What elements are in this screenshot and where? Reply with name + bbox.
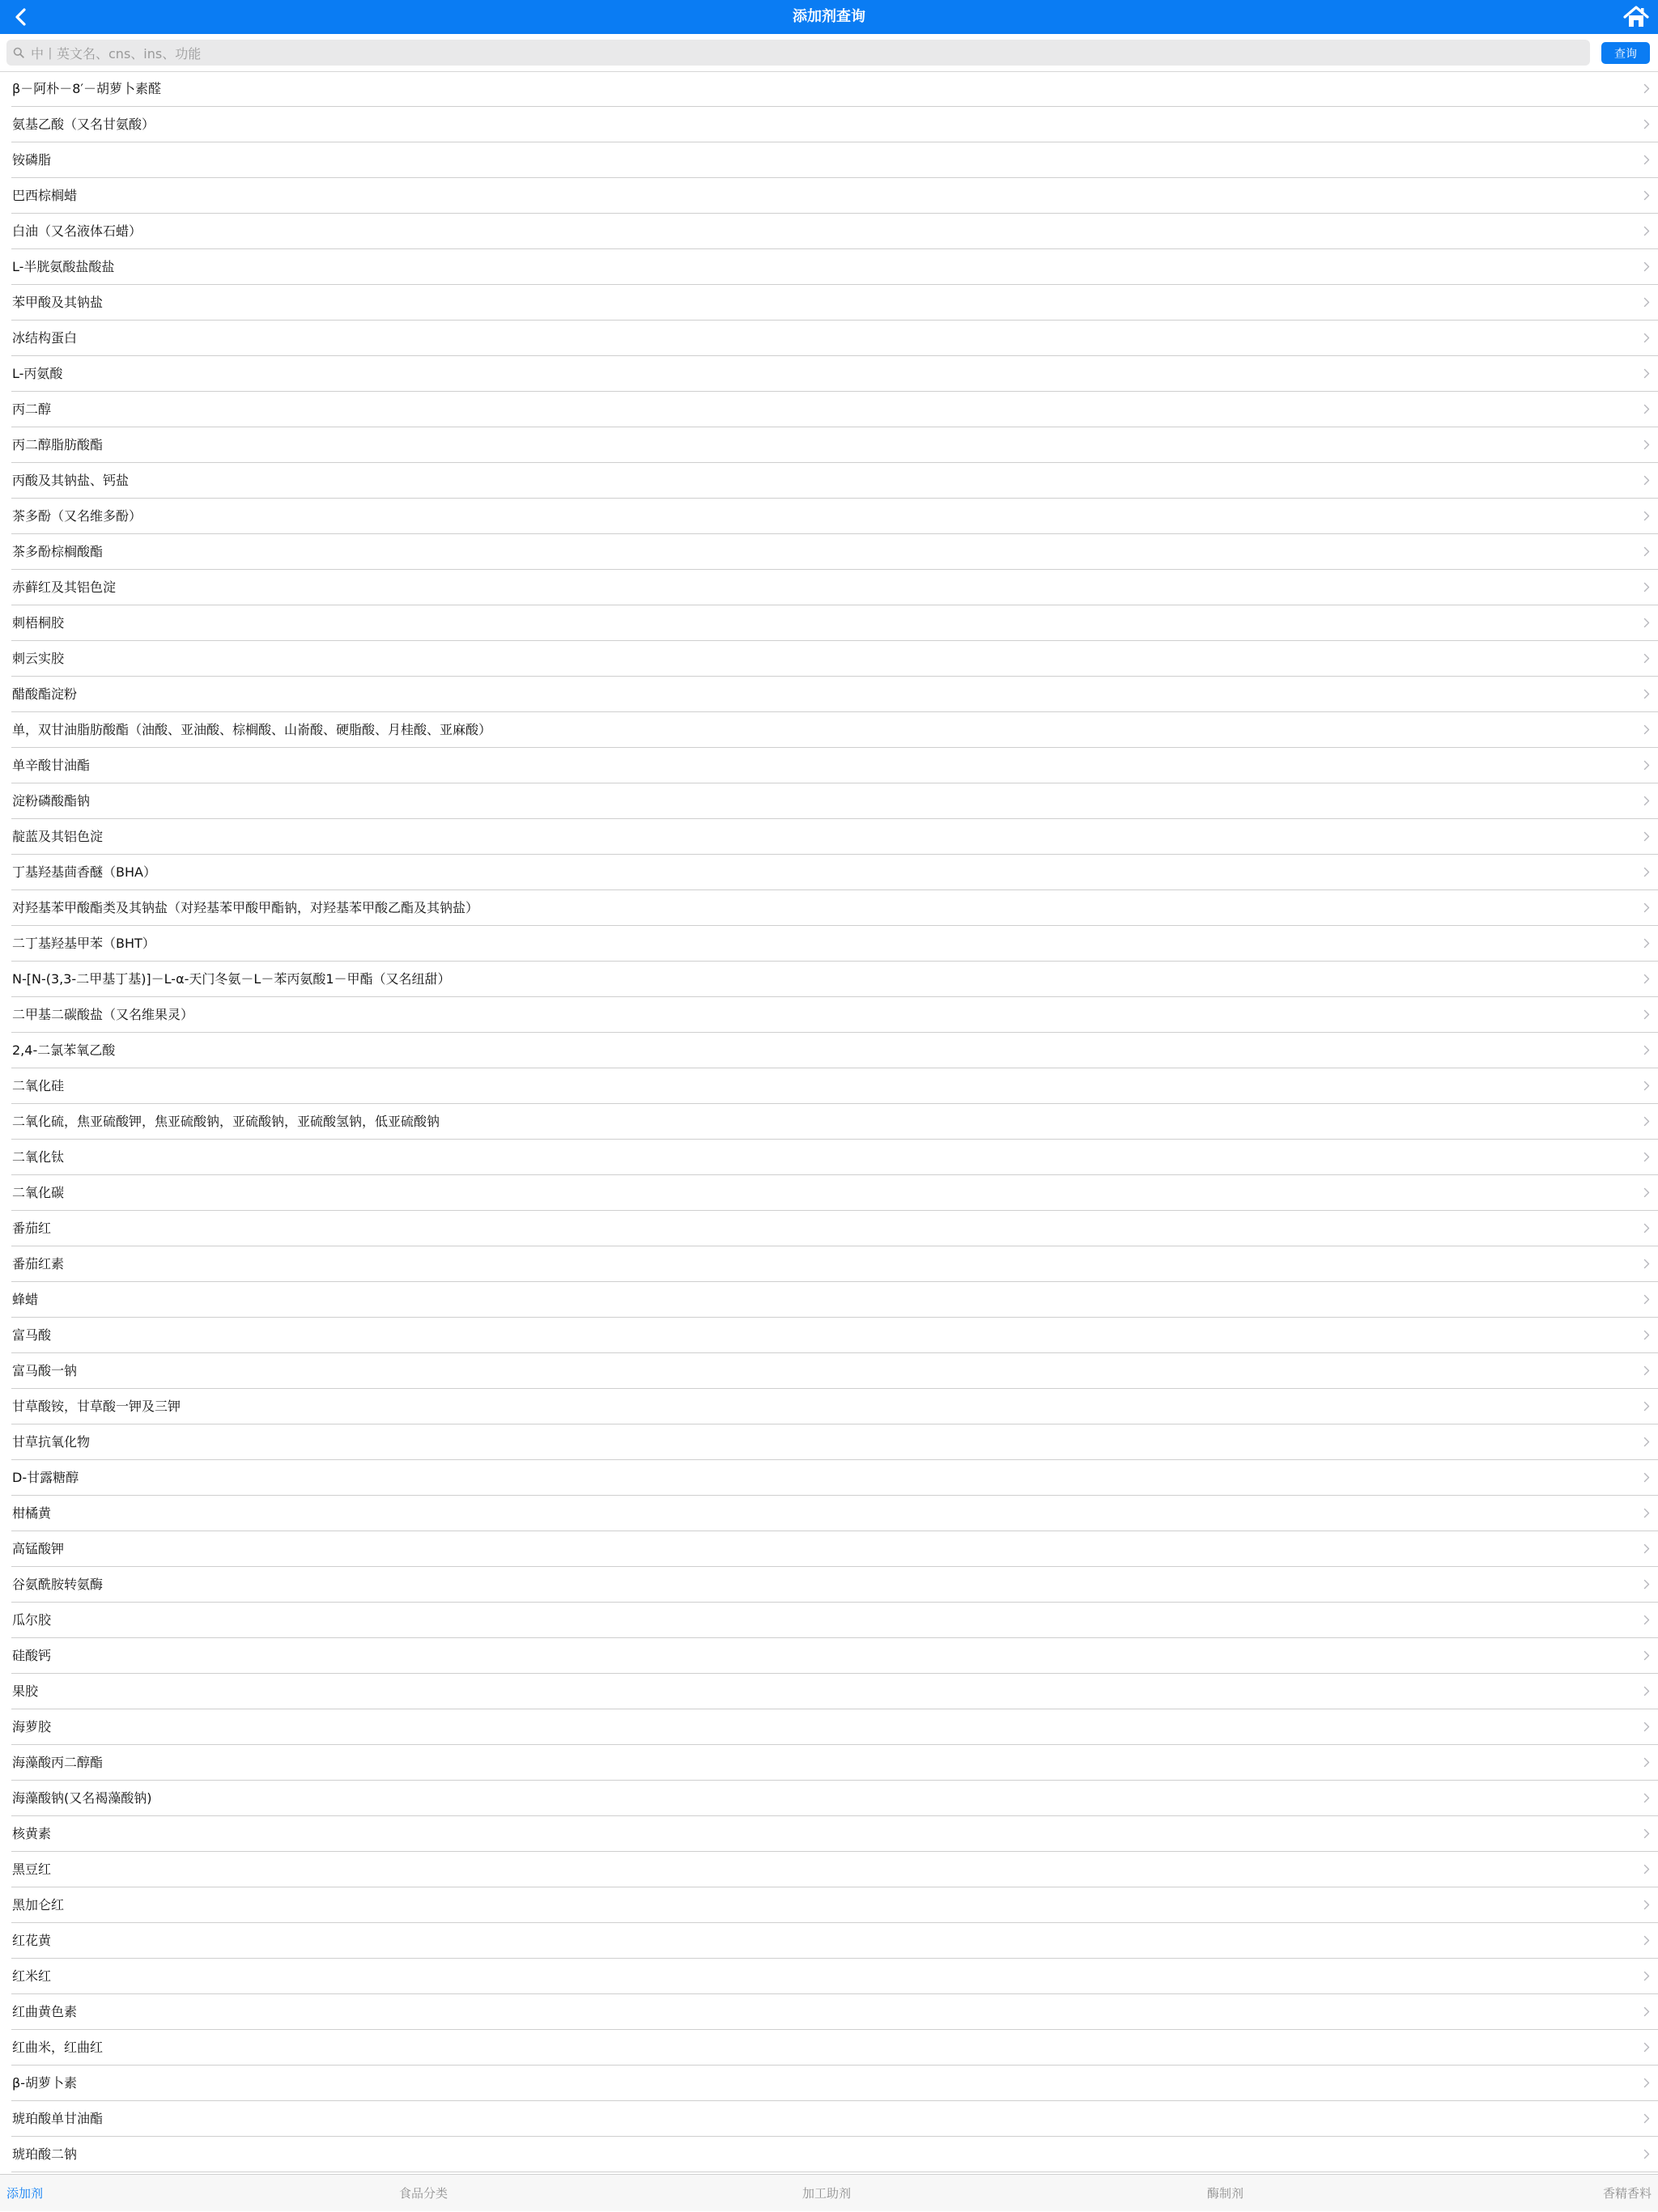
chevron-right-icon <box>1643 2149 1650 2159</box>
list-item-label: 茶多酚（又名维多酚） <box>12 508 142 524</box>
list-item-label: 二甲基二碳酸盐（又名维果灵） <box>12 1007 194 1022</box>
chevron-right-icon <box>1643 867 1650 877</box>
list-item[interactable] <box>11 677 1658 712</box>
list-item[interactable] <box>11 1068 1658 1104</box>
list-item[interactable] <box>11 1104 1658 1140</box>
tab-1[interactable]: 添加剂 <box>6 2186 44 2201</box>
chevron-right-icon <box>1643 1900 1650 1910</box>
list-item[interactable] <box>11 1353 1658 1389</box>
chevron-right-icon <box>1643 190 1650 201</box>
list-item[interactable] <box>11 1424 1658 1460</box>
chevron-right-icon <box>1643 1330 1650 1340</box>
chevron-right-icon <box>1643 1793 1650 1803</box>
chevron-right-icon <box>1643 1650 1650 1661</box>
chevron-right-icon <box>1643 938 1650 949</box>
list-item[interactable] <box>11 1887 1658 1923</box>
chevron-right-icon <box>1643 1543 1650 1554</box>
list-item-label: β－阿朴－8′－胡萝卜素醛 <box>12 81 162 96</box>
list-item-label: 赤藓红及其铝色淀 <box>12 580 117 595</box>
list-item[interactable] <box>11 1496 1658 1531</box>
list-item-label: 海藻酸钠(又名褐藻酸钠) <box>12 1790 152 1806</box>
list-item[interactable] <box>11 1745 1658 1781</box>
list-item[interactable] <box>11 1781 1658 1816</box>
chevron-right-icon <box>1643 333 1650 343</box>
list-item[interactable] <box>11 890 1658 926</box>
list-item-label: 富马酸 <box>12 1327 52 1343</box>
chevron-right-icon <box>1643 831 1650 842</box>
chevron-right-icon <box>1643 1081 1650 1091</box>
list-item-label: 富马酸一钠 <box>12 1363 78 1378</box>
list-item-label: 醋酸酯淀粉 <box>12 686 78 702</box>
list-item-label: 二氧化碳 <box>12 1185 65 1200</box>
list-item-label: L-半胱氨酸盐酸盐 <box>12 259 115 274</box>
chevron-right-icon <box>1643 1437 1650 1447</box>
list-item-label: L-丙氨酸 <box>12 366 63 381</box>
list-item-label: 核黄素 <box>12 1826 52 1841</box>
chevron-right-icon <box>1643 226 1650 236</box>
chevron-right-icon <box>1643 724 1650 735</box>
chevron-right-icon <box>1643 1294 1650 1305</box>
list-item[interactable] <box>11 997 1658 1033</box>
list-item-label: 二氧化钛 <box>12 1149 65 1165</box>
list-item[interactable] <box>11 1994 1658 2030</box>
list-item[interactable] <box>11 214 1658 249</box>
list-item-label: 黑加仑红 <box>12 1897 65 1913</box>
list-item[interactable] <box>11 1959 1658 1994</box>
list-item-label: 二丁基羟基甲苯（BHT） <box>12 936 155 951</box>
chevron-right-icon <box>1643 368 1650 379</box>
chevron-right-icon <box>1643 1508 1650 1518</box>
chevron-right-icon <box>1643 155 1650 165</box>
list-item-label: 蜂蜡 <box>12 1292 39 1307</box>
list-item[interactable] <box>11 748 1658 783</box>
list-item[interactable] <box>11 962 1658 997</box>
list-item-label: 甘草抗氧化物 <box>12 1434 91 1450</box>
navigation-bar <box>0 0 1658 34</box>
list-item[interactable] <box>11 107 1658 142</box>
chevron-right-icon <box>1643 511 1650 521</box>
chevron-right-icon <box>1643 1365 1650 1376</box>
list-item-label: 红花黄 <box>12 1933 52 1948</box>
list-item[interactable] <box>11 321 1658 356</box>
list-item-label: N-[N-(3,3-二甲基丁基)]－L-α-天门冬氨－L－苯丙氨酸1－甲酯（又名纽甜） <box>12 971 451 987</box>
list-item[interactable] <box>11 142 1658 178</box>
list-item-label: 刺云实胶 <box>12 651 65 666</box>
search-input[interactable] <box>29 40 1571 67</box>
chevron-right-icon <box>1643 119 1650 129</box>
list-item-label: 淀粉磷酸酯钠 <box>12 793 91 809</box>
tab-2[interactable]: 食品分类 <box>399 2186 449 2201</box>
list-item[interactable] <box>11 2137 1658 2172</box>
list-item-label: 茶多酚棕榈酸酯 <box>12 544 104 559</box>
list-item[interactable] <box>11 178 1658 214</box>
list-item-label: β-胡萝卜素 <box>12 2075 77 2091</box>
list-item[interactable] <box>11 1175 1658 1211</box>
list-item[interactable] <box>11 2101 1658 2137</box>
chevron-right-icon <box>1643 1686 1650 1696</box>
list-item-label: 丁基羟基茴香醚（BHA） <box>12 864 156 880</box>
chevron-right-icon <box>1643 1223 1650 1233</box>
list-item-label: 丙酸及其钠盐、钙盐 <box>12 473 130 488</box>
list-item-label: 黑豆红 <box>12 1862 52 1877</box>
chevron-right-icon <box>1643 83 1650 94</box>
list-item[interactable] <box>11 570 1658 605</box>
list-item[interactable] <box>11 1923 1658 1959</box>
list-item-label: 果胶 <box>12 1683 39 1699</box>
list-item[interactable] <box>11 1531 1658 1567</box>
search-bar <box>0 34 1658 72</box>
list-item[interactable] <box>11 605 1658 641</box>
list-item[interactable] <box>11 392 1658 427</box>
chevron-right-icon <box>1643 1116 1650 1127</box>
chevron-right-icon <box>1643 1472 1650 1483</box>
list-item[interactable] <box>11 819 1658 855</box>
chevron-right-icon <box>1643 1722 1650 1732</box>
tab-5[interactable]: 香精香料 <box>1602 2186 1652 2201</box>
list-item-label: 红曲黄色素 <box>12 2004 78 2019</box>
list-item-label: 氨基乙酸（又名甘氨酸） <box>12 117 155 132</box>
chevron-right-icon <box>1643 653 1650 664</box>
list-item[interactable] <box>11 356 1658 392</box>
list-item[interactable] <box>11 1140 1658 1175</box>
list-item-label: 琥珀酸二钠 <box>12 2146 78 2162</box>
list-item-label: 单，双甘油脂肪酸酯（油酸、亚油酸、棕榈酸、山嵛酸、硬脂酸、月桂酸、亚麻酸） <box>12 722 492 737</box>
list-item[interactable] <box>11 1852 1658 1887</box>
list-item-label: 柑橘黄 <box>12 1505 52 1521</box>
home-icon <box>1622 4 1650 30</box>
search-icon <box>13 47 24 58</box>
chevron-right-icon <box>1643 1971 1650 1981</box>
list-item-label: D-甘露糖醇 <box>12 1470 79 1485</box>
chevron-right-icon <box>1643 974 1650 984</box>
list-item[interactable] <box>11 1033 1658 1068</box>
list-item-label: 苯甲酸及其钠盐 <box>12 295 104 310</box>
chevron-right-icon <box>1643 618 1650 628</box>
chevron-right-icon <box>1643 1828 1650 1839</box>
list-item[interactable] <box>11 1709 1658 1745</box>
list-item[interactable] <box>11 71 1658 107</box>
list-item[interactable] <box>11 1211 1658 1246</box>
list-item[interactable] <box>11 2066 1658 2101</box>
chevron-right-icon <box>1643 1009 1650 1020</box>
chevron-right-icon <box>1643 1757 1650 1768</box>
chevron-right-icon <box>1643 1152 1650 1162</box>
list-item-label: 铵磷脂 <box>12 152 52 168</box>
chevron-right-icon <box>1643 1615 1650 1625</box>
list-item-label: 巴西棕榈蜡 <box>12 188 78 203</box>
list-item[interactable] <box>11 641 1658 677</box>
list-item-label: 谷氨酰胺转氨酶 <box>12 1577 104 1592</box>
list-item[interactable] <box>11 285 1658 321</box>
chevron-right-icon <box>1643 404 1650 414</box>
chevron-right-icon <box>1643 439 1650 450</box>
chevron-right-icon <box>1643 1187 1650 1198</box>
chevron-right-icon <box>1643 546 1650 557</box>
list-item[interactable] <box>11 463 1658 499</box>
list-item-label: 对羟基苯甲酸酯类及其钠盐（对羟基苯甲酸甲酯钠，对羟基苯甲酸乙酯及其钠盐） <box>12 900 479 915</box>
chevron-right-icon <box>1643 1935 1650 1946</box>
list-item-label: 琥珀酸单甘油酯 <box>12 2111 104 2126</box>
list-item[interactable] <box>11 1246 1658 1282</box>
list-item[interactable] <box>11 249 1658 285</box>
list-item[interactable] <box>11 1460 1658 1496</box>
tab-bar <box>0 2174 1658 2211</box>
list-item[interactable] <box>11 855 1658 890</box>
list-item-label: 甘草酸铵，甘草酸一钾及三钾 <box>12 1399 181 1414</box>
chevron-right-icon <box>1643 760 1650 771</box>
chevron-right-icon <box>1643 689 1650 699</box>
list-item[interactable] <box>11 1282 1658 1318</box>
list-item-label: 番茄红 <box>12 1221 52 1236</box>
chevron-right-icon <box>1643 2113 1650 2124</box>
list-item-label: 高锰酸钾 <box>12 1541 65 1556</box>
list-item[interactable] <box>11 926 1658 962</box>
chevron-right-icon <box>1643 1045 1650 1055</box>
list-item[interactable] <box>11 1318 1658 1353</box>
list-item-label: 丙二醇 <box>12 401 52 417</box>
list-item[interactable] <box>11 1389 1658 1424</box>
list-item[interactable] <box>11 1674 1658 1709</box>
chevron-right-icon <box>1643 475 1650 486</box>
list-item[interactable] <box>11 1638 1658 1674</box>
chevron-right-icon <box>1643 1864 1650 1874</box>
list-item-label: 二氧化硅 <box>12 1078 65 1093</box>
list-item-label: 红米红 <box>12 1968 52 1984</box>
list-item-label: 海藻酸丙二醇酯 <box>12 1755 104 1770</box>
chevron-right-icon <box>1643 2078 1650 2088</box>
search-submit-button[interactable]: 查询 <box>1601 42 1650 64</box>
list-item-label: 硅酸钙 <box>12 1648 52 1663</box>
chevron-right-icon <box>1643 902 1650 913</box>
list-item[interactable] <box>11 1603 1658 1638</box>
chevron-right-icon <box>1643 1401 1650 1412</box>
list-item-label: 冰结构蛋白 <box>12 330 78 346</box>
list-item[interactable] <box>11 783 1658 819</box>
list-item[interactable] <box>11 427 1658 463</box>
list-item-label: 丙二醇脂肪酸酯 <box>12 437 104 452</box>
list-item[interactable] <box>11 2030 1658 2066</box>
list-item[interactable] <box>11 499 1658 534</box>
chevron-right-icon <box>1643 1259 1650 1269</box>
page-title: 添加剂查询 <box>793 8 865 25</box>
chevron-right-icon <box>1643 1579 1650 1590</box>
chevron-right-icon <box>1643 297 1650 308</box>
list-item-label: 瓜尔胶 <box>12 1612 52 1628</box>
search-field[interactable] <box>6 40 1590 66</box>
list-item-label: 二氧化硫，焦亚硫酸钾，焦亚硫酸钠，亚硫酸钠，亚硫酸氢钠，低亚硫酸钠 <box>12 1114 440 1129</box>
list-item-label: 靛蓝及其铝色淀 <box>12 829 104 844</box>
list-item[interactable] <box>11 712 1658 748</box>
tab-3[interactable]: 加工助剂 <box>802 2186 852 2201</box>
tab-4[interactable]: 酶制剂 <box>1207 2186 1244 2201</box>
list-item-label: 刺梧桐胶 <box>12 615 65 630</box>
list-item-label: 番茄红素 <box>12 1256 65 1272</box>
list-item[interactable] <box>11 1567 1658 1603</box>
list-item[interactable] <box>11 534 1658 570</box>
chevron-right-icon <box>1643 2042 1650 2053</box>
chevron-right-icon <box>1643 582 1650 592</box>
list-item-label: 单辛酸甘油酯 <box>12 758 91 773</box>
additive-list <box>0 71 1658 2172</box>
home-button[interactable] <box>1622 4 1650 30</box>
list-item-label: 红曲米，红曲红 <box>12 2040 104 2055</box>
chevron-right-icon <box>1643 261 1650 272</box>
list-item[interactable] <box>11 1816 1658 1852</box>
chevron-right-icon <box>1643 2006 1650 2017</box>
list-item-label: 白油（又名液体石蜡） <box>12 223 142 239</box>
list-item-label: 海萝胶 <box>12 1719 52 1734</box>
chevron-right-icon <box>1643 796 1650 806</box>
list-item-label: 2,4-二氯苯氧乙酸 <box>12 1042 116 1058</box>
